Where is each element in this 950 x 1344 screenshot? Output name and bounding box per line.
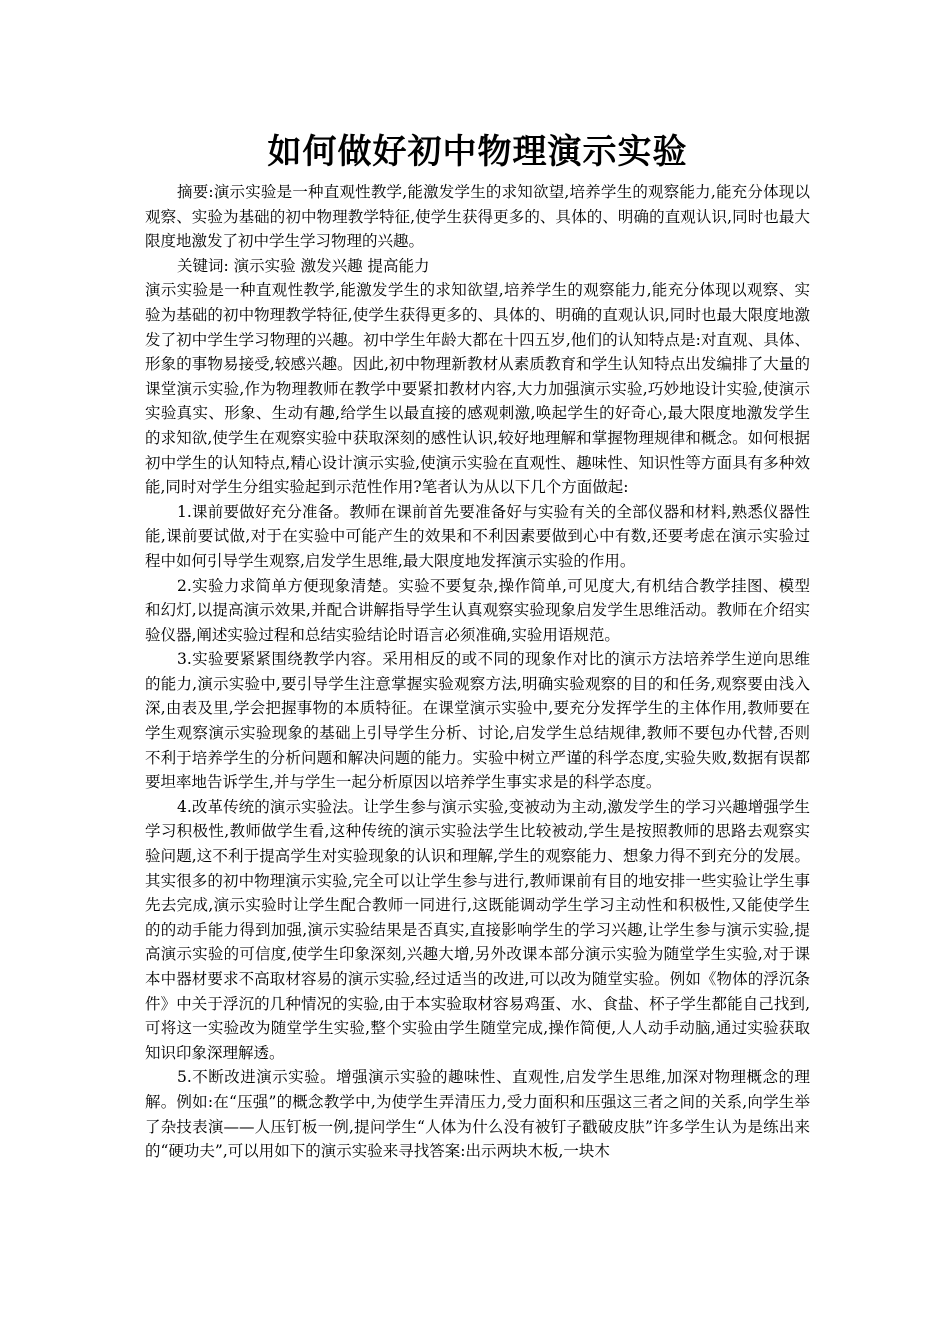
abstract-paragraph: 摘要:演示实验是一种直观性教学,能激发学生的求知欲望,培养学生的观察能力,能充分体现以观察、实验为基础的初中物理教学特征,使学生获得更多的、具体的、明确的直观认识,同时也最大限度地激发了初中学生学习物理的兴趣。 <box>145 183 810 251</box>
point-paragraph-3: 3.实验要紧紧围绕教学内容。采用相反的或不同的现象作对比的演示方法培养学生逆向思维的能力,演示实验中,要引导学生注意掌握实验观察方法,明确实验观察的目的和任务,观察要由浅入深,由表及里,学会把握事物的本质特征。在课堂演示实验中,要充分发挥学生的主体作用,教师要在学生观察演示实验现象的基础上引导学生分析、讨论,启发学生总结规律,教师不要包办代替,否则不利于培养学生的分析问题和解决问题的能力。实验中树立严谨的科学态度,实验失败,数据有误都要坦率地告诉学生,并与学生一起分析原因以培养学生事实求是的科学态度。 <box>145 650 810 792</box>
intro-paragraph: 演示实验是一种直观性教学,能激发学生的求知欲望,培养学生的观察能力,能充分体现以观察、实验为基础的初中物理教学特征,使学生获得更多的、具体的、明确的直观认识,同时也最大限度地激发了初中学生学习物理的兴趣。初中学生年龄大都在十四五岁,他们的认知特点是:对直观、具体、形象的事物易接受,较感兴趣。因此,初中物理新教材从素质教育和学生认知特点出发编排了大量的课堂演示实验,作为物理教师在教学中要紧扣教材内容,大力加强演示实验,巧妙地设计实验,使演示实验真实、形象、生动有趣,给学生以最直接的感观刺激,唤起学生的好奇心,最大限度地激发学生的求知欲,使学生在观察实验中获取深刻的感性认识,较好地理解和掌握物理规律和概念。如何根据初中学生的认知特点,精心设计演示实验,使演示实验在直观性、趣味性、知识性等方面具有多种效能,同时对学生分组实验起到示范性作用?笔者认为从以下几个方面做起: <box>145 281 810 497</box>
document-title: 如何做好初中物理演示实验 <box>267 132 688 172</box>
point-paragraph-5: 5.不断改进演示实验。增强演示实验的趣味性、直观性,启发学生思维,加深对物理概念的理解。例如:在“压强”的概念教学中,为使学生弄清压力,受力面积和压强这三者之间的关系,向学生举了杂技表演——人压钉板一例,提问学生“人体为什么没有被钉子戳破皮肤”许多学生认为是练出来的“硬功夫”,可以用如下的演示实验来寻找答案:出示两块木板,一块木 <box>145 1068 810 1161</box>
point-paragraph-4: 4.改革传统的演示实验法。让学生参与演示实验,变被动为主动,激发学生的学习兴趣增强学生学习积极性,教师做学生看,这种传统的演示实验法学生比较被动,学生是按照教师的思路去观察实验问题,这不利于提高学生对实验现象的认识和理解,学生的观察能力、想象力得不到充分的发展。其实很多的初中物理演示实验,完全可以让学生参与进行,教师课前有目的地安排一些实验让学生事先去完成,演示实验时让学生配合教师一同进行,这既能调动学生学习主动性和积极性,又能使学生的的动手能力得到加强,演示实验结果是否真实,直接影响学生的学习兴趣,让学生参与演示实验,提高演示实验的可信度,使学生印象深刻,兴趣大增,另外改课本部分演示实验为随堂学生实验,对于课本中器材要求不高取材容易的演示实验,经过适当的改进,可以改为随堂实验。例如《物体的浮沉条件》中关于浮沉的几种情况的实验,由于本实验取材容易鸡蛋、水、食盐、杯子学生都能自己找到,可将这一实验改为随堂学生实验,整个实验由学生随堂完成,操作简便,人人动手动脑,通过实验获取知识印象深理解透。 <box>145 797 810 1062</box>
point-paragraph-1: 1.课前要做好充分准备。教师在课前首先要准备好与实验有关的全部仪器和材料,熟悉仪器性能,课前要试做,对于在实验中可能产生的效果和不利因素要做到心中有数,还要考虑在演示实验过程中如何引导学生观察,启发学生思维,最大限度地发挥演示实验的作用。 <box>145 502 810 570</box>
point-paragraph-2: 2.实验力求简单方便现象清楚。实验不要复杂,操作简单,可见度大,有机结合教学挂图、模型和幻灯,以提高演示效果,并配合讲解指导学生认真观察实验现象启发学生思维活动。教师在介绍实验仪器,阐述实验过程和总结实验结论时语言必须准确,实验用语规范。 <box>145 576 810 644</box>
keywords-line: 关键词: 演示实验 激发兴趣 提高能力 <box>177 256 430 275</box>
